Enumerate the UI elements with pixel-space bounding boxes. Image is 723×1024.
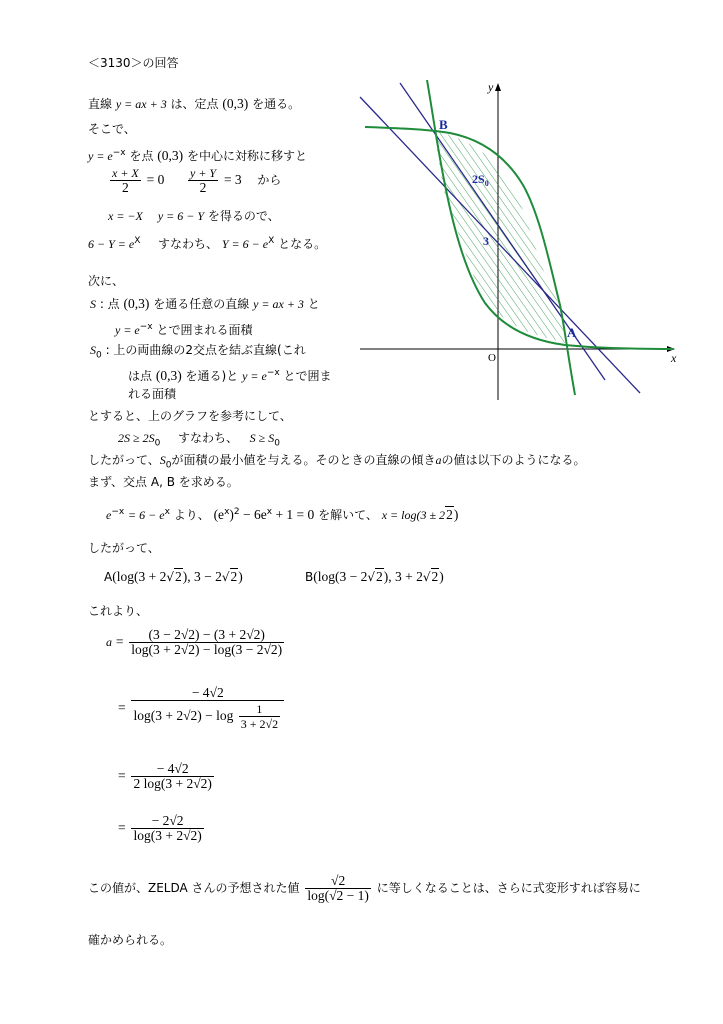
reasoning-line-3: まず、交点 A, B を求める。 <box>88 475 239 489</box>
label: B <box>305 570 314 584</box>
inequality <box>118 430 280 451</box>
def-s-line-1 <box>90 296 320 312</box>
equals: = <box>115 634 124 649</box>
intercept-label: 3 <box>483 234 489 248</box>
eq: (e <box>213 507 225 522</box>
text: が面積の最小値を与える。そのときの直線の傾き <box>171 453 436 467</box>
inequality-2: S ≥ S <box>249 431 275 445</box>
point-a: A(log(3 + 2√2), 3 − 2√2) <box>104 569 243 584</box>
fraction <box>131 686 284 731</box>
text: の値は以下のようになる。 <box>441 453 586 467</box>
denominator: 3 + 2√2 <box>240 717 279 732</box>
denominator: log(√2 − 1) <box>307 888 369 903</box>
equals: = <box>118 700 126 716</box>
text: を中心に対称に移すと <box>187 149 308 163</box>
exponent: x <box>266 507 273 517</box>
intro-line-5 <box>108 208 280 224</box>
exponent: X <box>134 236 141 246</box>
coord: (log(3 − 2 <box>313 569 368 584</box>
text: に等しくなることは、さらに式変形すれば容易に <box>376 881 641 895</box>
point-a-label: A <box>567 325 577 340</box>
slope-step-2 <box>118 686 286 744</box>
symbol: a <box>435 453 442 467</box>
text: を点 <box>129 149 154 163</box>
fraction <box>131 814 203 843</box>
text: を得るので、 <box>207 209 280 223</box>
text: は、定点 <box>170 97 219 111</box>
equals: = <box>118 820 126 835</box>
equals: = <box>118 768 126 783</box>
intro-line-3 <box>88 145 307 164</box>
denominator: 2 log(3 + 2√2) <box>133 776 212 791</box>
inequality-1: 2S ≥ 2S <box>118 431 155 445</box>
numerator: − 4√2 <box>131 686 284 701</box>
slope-step-3 <box>118 762 216 802</box>
reasoning-line-1: とすると、上のグラフを参考にして、 <box>88 409 292 423</box>
coord: ), 3 + 2 <box>383 569 423 584</box>
text: とで囲まれる面積 <box>156 323 253 337</box>
point-b-label: B <box>439 117 448 132</box>
rhs: = 3 <box>223 172 242 187</box>
graph <box>355 75 685 405</box>
numerator: − 4√2 <box>131 762 213 777</box>
denominator <box>131 701 284 731</box>
solution: x = log(3 ± 2 <box>381 508 446 522</box>
equation: Y = 6 − e <box>221 237 269 251</box>
numerator: (3 − 2√2) − (3 + 2√2) <box>129 628 284 643</box>
text: より、 <box>173 508 210 522</box>
subscript: 0 <box>165 460 172 471</box>
text: とで囲ま <box>283 369 332 383</box>
rhs: = 0 <box>146 172 165 187</box>
midpoint-equations <box>108 166 281 202</box>
coord: ), 3 − 2 <box>182 569 222 584</box>
symbol: S <box>159 453 166 467</box>
radicand: 2 <box>230 569 238 584</box>
eq: e <box>106 508 112 522</box>
text: すなわち、 <box>158 237 219 251</box>
text: を解いて、 <box>318 508 378 522</box>
fraction <box>131 762 213 791</box>
equation: y = e <box>115 323 140 337</box>
equation: y = e <box>88 149 113 163</box>
coord: ) <box>439 569 444 584</box>
eq: ) <box>453 507 459 522</box>
thus-text: したがって、 <box>88 541 160 555</box>
intersection-equation <box>106 504 458 523</box>
subscript: 0 <box>96 350 102 361</box>
equation: y = e <box>242 369 267 383</box>
point: (0,3) <box>157 148 184 163</box>
denominator: 2 <box>122 180 129 195</box>
y-axis-arrow <box>495 83 501 91</box>
exponent: X <box>268 236 275 246</box>
conclusion-line-1 <box>88 874 641 918</box>
text: 直線 <box>88 97 113 111</box>
equation: x = −X y = 6 − Y <box>108 209 205 223</box>
subscript: 0 <box>154 438 161 449</box>
page-title: ＜3130＞の回答 <box>88 56 179 70</box>
symbol: S <box>90 343 96 357</box>
eq: ) <box>229 507 234 522</box>
text: を通る)と <box>185 369 239 383</box>
denominator-text: log(3 + 2√2) − log <box>133 708 234 723</box>
text: を通る任意の直線 <box>153 297 250 311</box>
eq: + 1 = 0 <box>272 507 315 522</box>
eq: = 6 − e <box>128 508 165 522</box>
radicand: 2 <box>446 507 453 522</box>
numerator: x + X <box>112 166 139 180</box>
numerator: − 2√2 <box>131 814 203 829</box>
exponent: x <box>224 507 230 517</box>
text: を通る。 <box>252 97 301 111</box>
equation: 6 − Y = e <box>88 237 135 251</box>
text: : 点 <box>99 297 120 311</box>
text: は点 <box>128 369 153 383</box>
coord: (log(3 + 2 <box>112 569 167 584</box>
defs-next: 次に、 <box>88 274 125 288</box>
text: したがって、 <box>88 453 160 467</box>
def-s0-line-3: れる面積 <box>128 387 177 401</box>
symbol: S <box>90 297 96 311</box>
eq: − 6e <box>239 507 267 522</box>
area-label: $2S_0$ <box>472 172 489 188</box>
def-s0-line-1 <box>90 342 306 363</box>
equation: y = ax + 3 <box>115 97 167 111</box>
text: : 上の両曲線の2交点を結ぶ直線(これ <box>105 343 306 357</box>
numerator: 1 <box>239 702 280 717</box>
slope-step-1 <box>106 628 286 672</box>
text: となる。 <box>278 237 327 251</box>
point: (0,3) <box>155 368 182 383</box>
denominator: log(3 + 2√2) <box>133 828 202 843</box>
def-s0-line-2 <box>128 365 332 384</box>
fraction <box>305 874 371 903</box>
denominator: 2 <box>199 180 207 195</box>
exponent: −x <box>111 507 125 517</box>
equation: y = ax + 3 <box>253 297 304 311</box>
reasoning-line-2 <box>88 452 586 473</box>
numerator: √2 <box>305 874 371 889</box>
intro-line-1 <box>88 96 300 112</box>
radicand: 2 <box>376 569 383 584</box>
text: この値が、ZELDA さんの予想された値 <box>88 881 300 895</box>
def-s-line-2 <box>115 319 252 338</box>
exponent: −x <box>266 368 280 378</box>
label: A <box>104 570 113 584</box>
point: (0,3) <box>222 96 249 111</box>
intro-line-6 <box>88 233 326 252</box>
exponent: x <box>164 507 170 517</box>
x-axis-label: x <box>671 351 677 365</box>
exponent: −x <box>112 148 126 158</box>
coord: ) <box>238 569 243 584</box>
fraction <box>129 628 284 657</box>
text: から <box>257 173 282 187</box>
point: (0,3) <box>123 296 150 311</box>
exponent: 2 <box>233 507 240 517</box>
origin-label: O <box>488 352 496 364</box>
point-b: B(log(3 − 2√2), 3 + 2√2) <box>305 569 444 584</box>
fraction <box>188 166 218 195</box>
inner-fraction <box>239 702 280 731</box>
fraction <box>110 166 141 195</box>
denominator: log(3 + 2√2) − log(3 − 2√2) <box>131 642 283 657</box>
exponent: −x <box>139 322 153 332</box>
symbol: a <box>106 635 112 649</box>
slope-step-4 <box>118 814 206 854</box>
conclusion-line-2: 確かめられる。 <box>88 933 173 947</box>
radicand: 2 <box>431 569 439 584</box>
hence-text: これより、 <box>88 604 149 618</box>
subscript: 0 <box>274 438 280 449</box>
text: と <box>307 297 320 311</box>
y-axis-label: y <box>488 80 494 94</box>
intro-line-2: そこで、 <box>88 122 136 136</box>
radicand: 2 <box>174 569 182 584</box>
numerator: y + Y <box>190 166 217 180</box>
text: すなわち、 <box>177 431 238 445</box>
